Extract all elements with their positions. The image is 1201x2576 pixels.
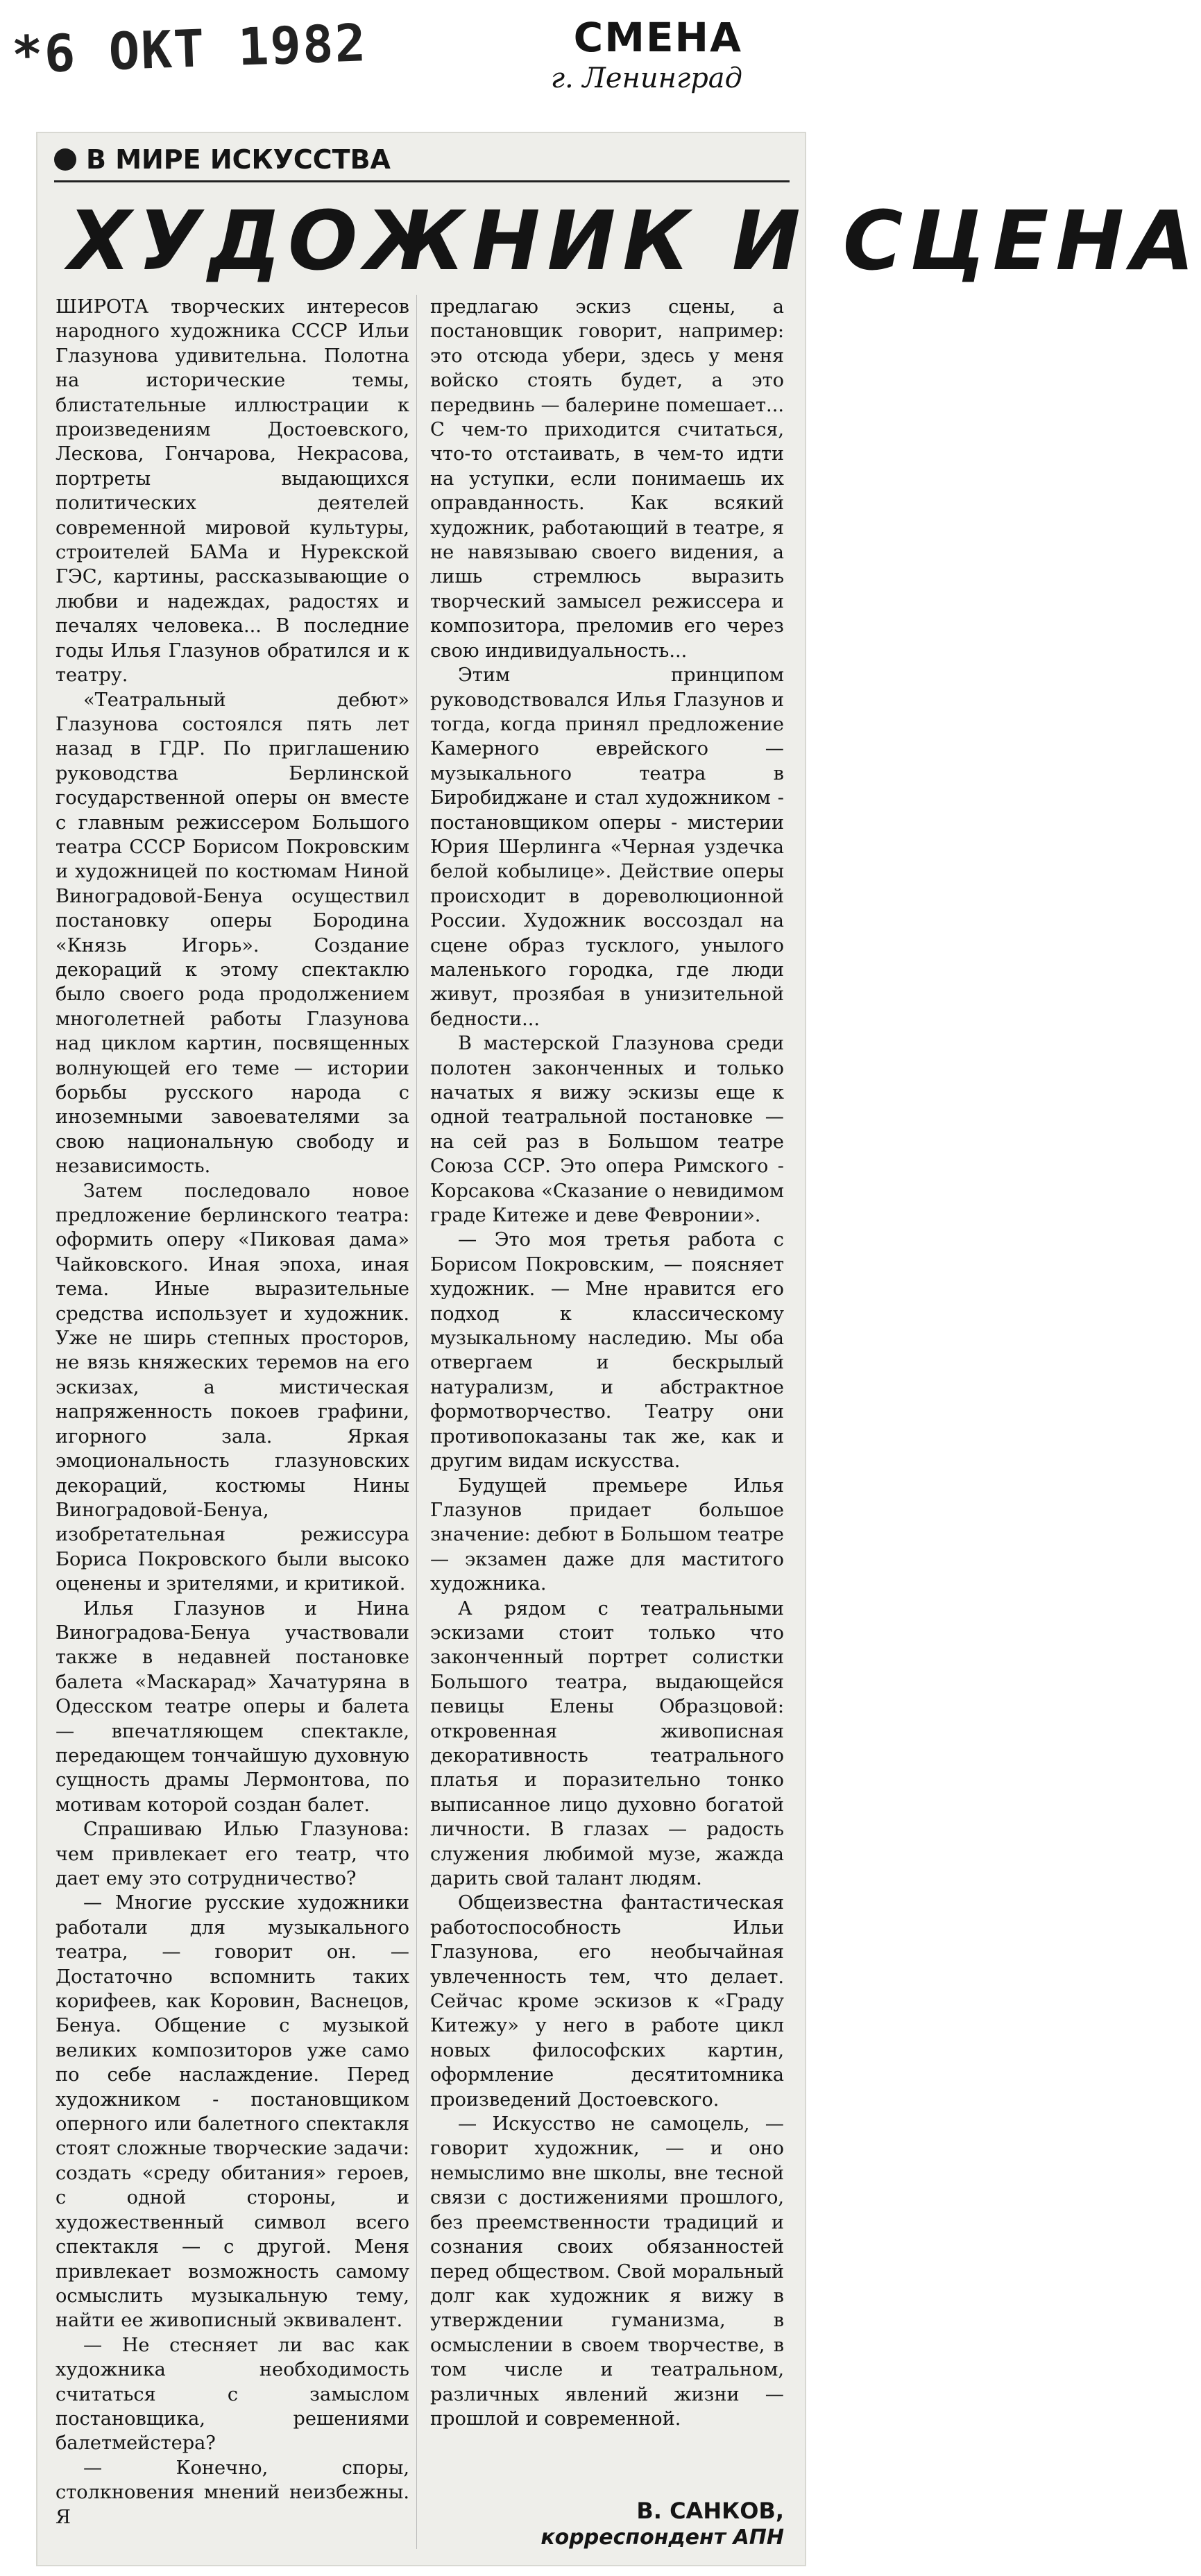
article-column-2: [430, 295, 784, 2431]
paragraph: В мастерской Глазунова среди полотен законченных и только начатых я вижу эскизы еще к одной театральной постановке — на сей раз в Большом театре Союза ССР. Это опера Римского - Корсакова «Сказание о невидимом граде Китеже и деве Февронии».: [430, 1033, 784, 1227]
paragraph: — Конечно, споры, столкновения мнений неизбежны. Я: [56, 2457, 409, 2528]
paragraph: Общеизвестна фантастическая работоспособность Ильи Глазунова, его необычайная увлеченность тем, что делает. Сейчас кроме эскизов к «Граду Китежу» у него в работе цикл новых философских картин, оформление десятитомника произведений Достоевского.: [430, 1892, 784, 2111]
newspaper-masthead: [534, 15, 742, 94]
rubric-rule: [54, 180, 790, 182]
paragraph: ШИРОТА творческих интересов народного художника СССР Ильи Глазунова удивительна. Полотна на исторические темы, блистательные иллюстрации к произведениям Достоевского, Лескова, Гончарова, Некрасова, портреты выдающихся политических деятелей современной мировой культуры, строителей БАМа и Нурекской ГЭС, картины, рассказывающие о любви и надеждах, радостях и печалях человека... В последние годы Илья Глазунов обратился и к театру.: [56, 296, 409, 687]
paragraph: — Многие русские художники работали для музыкального театра, — говорит он. — Достаточно вспомнить таких корифеев, как Коровин, Васнецов, Бенуа. Общение с музыкой великих композиторов уже само по себе наслаждение. Перед художником - постановщиком оперного или балетного спектакля стоят сложные творческие задачи: создать «среду обитания» героев, с одной стороны, и художественный символ всего спектакля — с другой. Меня привлекает возможность самому осмыслить музыкальную тему, найти ее живописный эквивалент.: [56, 1892, 409, 2332]
article-headline: ХУДОЖНИК И СЦЕНА: [68, 193, 1201, 289]
article-signature: [430, 2497, 784, 2551]
paragraph: Спрашиваю Илью Глазунова: чем привлекает его театр, что дает ему это сотрудничество?: [56, 1819, 409, 1889]
date-stamp: *6 ОКТ 1982: [10, 13, 368, 85]
paragraph: предлагаю эскиз сцены, а постановщик говорит, например: это отсюда убери, здесь у меня войско стоять будет, а это передвинь — балерине помешает... С чем-то приходится считаться, что-то отстаивать, в чем-то идти на уступки, если понимаешь их оправданность. Как всякий художник, работающий в театре, я не навязываю своего видения, а лишь стремлюсь выразить творческий замысел режиссера и композитора, преломив его через свою индивидуальность...: [430, 296, 784, 662]
paragraph: А рядом с театральными эскизами стоит только что законченный портрет солистки Большого театра, выдающейся певицы Елены Образцовой: откровенная живописная декоративность театрального платья и поразительно тонко выписанное лицо духовно богатой личности. В глазах — радость служения любимой музе, жажда дарить свой талант людям.: [430, 1597, 784, 1889]
paragraph: Затем последовало новое предложение берлинского театра: оформить оперу «Пиковая дама» Чайковского. Иная эпоха, иная тема. Иные выразительные средства использует и художник. Уже не ширь степных просторов, не вязь княжеских теремов на его эскизах, а мистическая напряженность покоев графини, игорного зала. Яркая эмоциональность глазуновских декораций, костюмы Нины Виноградовой-Бенуа, изобретательная режиссура Бориса Покровского были высоко оценены и зрителями, и критикой.: [56, 1180, 409, 1595]
newspaper-city: г. Ленинград: [550, 62, 742, 94]
paragraph: — Не стесняет ли вас как художника необходимость считаться с замыслом постановщика, решениями балетмейстера?: [56, 2334, 409, 2455]
paragraph: Будущей премьере Илья Глазунов придает большое значение: дебют в Большом театре — экзамен даже для маститого художника.: [430, 1475, 784, 1595]
section-rubric: [54, 142, 391, 177]
article-column-1: [56, 295, 409, 2530]
rubric-label: В МИРЕ ИСКУССТВА: [86, 144, 391, 175]
paragraph: Этим принципом руководствовался Илья Глазунов и тогда, когда принял предложение Камерного еврейского — музыкального театра в Биробиджане и стал художником - постановщиком оперы - мистерии Юрия Шерлинга «Черная уздечка белой кобылице». Действие оперы происходит в дореволюционной России. Художник воссоздал на сцене образ тусклого, унылого маленького городка, где люди живут, прозябая в унизительной бедности...: [430, 664, 784, 1030]
paragraph: — Это моя третья работа с Борисом Покровским, — поясняет художник. — Мне нравится его подход к классическому музыкальному наследию. Мы оба отвергаем и бескрылый натурализм, и абстрактное формотворчество. Театру они противопоказаны так же, как и другим видам искусства.: [430, 1229, 784, 1472]
author-role: корреспондент АПН: [540, 2525, 784, 2550]
paragraph: Илья Глазунов и Нина Виноградова-Бенуа участвовали также в недавней постановке балета «Маскарад» Хачатуряна в Одесском театре оперы и балета — впечатляющем спектакле, передающем тончайшую духовную сущность драмы Лермонтова, по мотивам которой создан балет.: [56, 1597, 409, 1816]
paragraph: «Театральный дебют» Глазунова состоялся пять лет назад в ГДР. По приглашению руководства Берлинской государственной оперы он вместе с главным режиссером Большого театра СССР Борисом Покровским и художницей по костюмам Ниной Виноградовой-Бенуа осуществил постановку оперы Бородина «Князь Игорь». Создание декораций к этому спектаклю было своего рода продолжением многолетней работы Глазунова над циклом картин, посвященных волнующей его теме — истории борьбы русского народа с иноземными завоевателями за свою национальную свободу и независимость.: [56, 689, 409, 1178]
paragraph: — Искусство не самоцель, — говорит художник, — и оно немыслимо вне школы, вне тесной связи с достижениями прошлого, без преемственности традиций и сознания своих обязанностей перед обществом. Свой моральный долг как художник я вижу в утверждении гуманизма, в осмыслении в своем творчестве, в том числе и театральном, различных явлений жизни — прошлой и современной.: [430, 2113, 784, 2430]
bullet-dot-icon: [54, 148, 76, 171]
column-divider: [416, 295, 417, 2549]
newspaper-name: СМЕНА: [573, 14, 742, 61]
author-name: В. САНКОВ,: [636, 2498, 784, 2524]
